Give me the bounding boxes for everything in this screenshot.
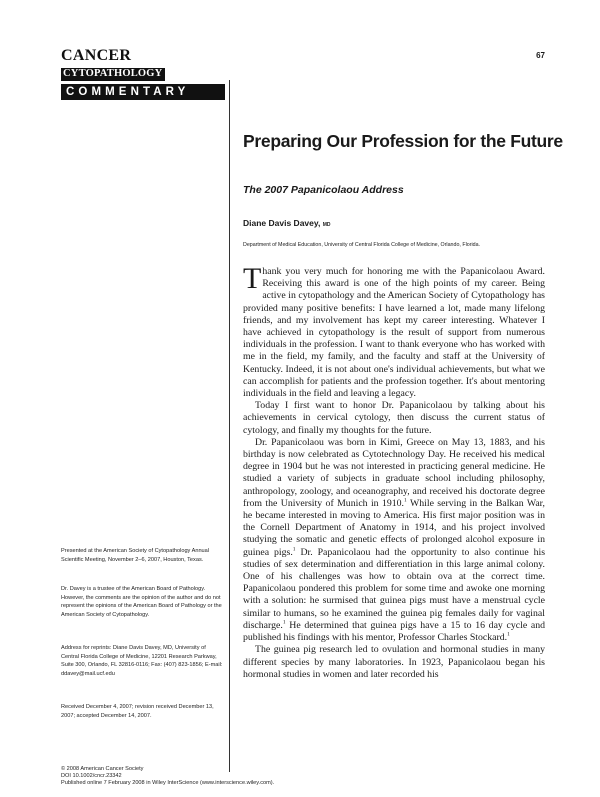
- article-body: [243, 266, 545, 766]
- column-divider: [229, 80, 230, 772]
- section-label: COMMENTARY: [61, 84, 225, 100]
- reference-mark: 1: [404, 497, 407, 504]
- article-title: Preparing Our Profession for the Future: [243, 131, 563, 151]
- author-name: Diane Davis Davey,: [243, 218, 321, 228]
- reference-mark: 1: [507, 631, 510, 638]
- paragraph-1: Thank you very much for honoring me with the Papanicolaou Award. Receiving this award is one of the high points of my career. Being active in cytopathology and the American Society of Cytopathology has provided many positive benefits: I have learned a lot, made many lifelong friends, and my involvement has kept my career interesting. Whatever I have achieved in cytopathology is the result of support from numerous individuals in the profession. I want to thank everyone who has worked with me in the field, my family, and the faculty and staff at the University of Kentucky. Indeed, it is not about one's individual achievements, but what we can accomplish for patients and the profession together. It's about mentoring individuals in the field and leaving a legacy.: [243, 266, 545, 400]
- reprints-note: Address for reprints: Diane Davis Davey, MD, University of Central Florida College of Medicine, 12201 Research Parkway, Suite 300, Orlando, FL 32816-0116; Fax: (407) 823-1856; E-mail: ddavey@mail.ucf.edu: [61, 645, 223, 678]
- footer: [61, 766, 274, 788]
- paragraph-2: Today I first want to honor Dr. Papanicolaou by talking about his achievements in cervical cytology, then discuss the current status of cytology, and finally my thoughts for the future.: [243, 400, 545, 436]
- presented-note: Presented at the American Society of Cytopathology Annual Scientific Meeting, November 2–6, 2007, Houston, Texas.: [61, 548, 210, 563]
- reference-mark: 1: [282, 619, 286, 626]
- received-note: Received December 4, 2007; revision received December 13, 2007; accepted December 14, 2007.: [61, 704, 214, 719]
- journal-masthead: [61, 48, 165, 81]
- journal-subname: CYTOPATHOLOGY: [61, 68, 165, 81]
- page-number: 67: [536, 51, 545, 60]
- published-note: Published online 7 February 2008 in Wiley InterScience (www.interscience.wiley.com).: [61, 780, 275, 787]
- disclaimer-note: Dr. Davey is a trustee of the American Board of Pathology. However, the comments are the opinion of the author and do not represent the opinions of the American Board of Pathology or the American Society of Cytopathology.: [61, 586, 222, 619]
- paragraph-4: The guinea pig research led to ovulation and hormonal studies in many different species by many laboratories. In 1923, Papanicolaou began his hormonal studies in women and later recorded his: [243, 644, 545, 680]
- drop-cap: T: [243, 266, 262, 295]
- author-line: [243, 218, 331, 228]
- copyright: © 2008 American Cancer Society: [61, 766, 144, 772]
- article-subtitle: The 2007 Papanicolaou Address: [243, 184, 404, 196]
- doi: DOI 10.1002/cncr.23342: [61, 773, 122, 780]
- author-degree: MD: [322, 222, 331, 228]
- paragraph-3: Dr. Papanicolaou was born in Kimi, Greece on May 13, 1883, and his birthday is now celebrated as Cytotechnology Day. He received his medical degree in 1904 but he was not interested in practicing general medicine. He studied a variety of subjects in graduate school including philosophy, anthropology, zoology, and oceanography, and received his doctorate degree from the University of Munich in 1910.$^1$ While serving in the Balkan War, he became interested in moving to America. His first major position was in the Cornell Department of Anatomy in 1914, and his project involved studying the somatic and genetic effects of prolonged alcohol exposure in guinea pigs.$^1$ Dr. Papanicolaou had the opportunity to also continue his studies of sex determination and differentiation in this large animal colony. One of his challenges was how to obtain ova at the correct time. Papanicolaou pondered this problem for some time and awoke one morning with a solution: he surmised that guinea pigs must have a menstrual cycle similar to humans, so he examined the guinea pig females daily for vaginal discharge.$^1$ He determined that guinea pigs have a 15 to 16 day cycle and published his findings with his mentor, Professor Charles Stockard.$^1$: [243, 436, 545, 644]
- reference-mark: 1: [292, 546, 296, 553]
- journal-name: CANCER: [61, 47, 132, 64]
- affiliation: Department of Medical Education, University of Central Florida College of Medicine, Orlando, Florida.: [243, 242, 480, 248]
